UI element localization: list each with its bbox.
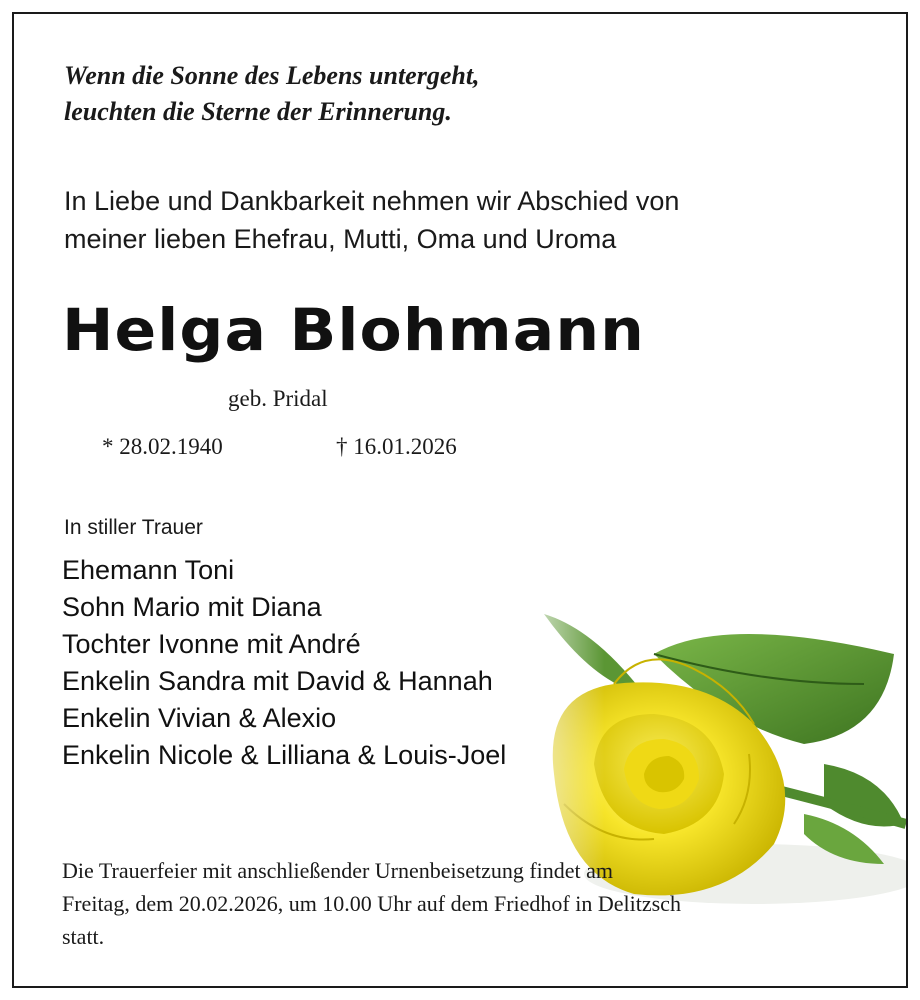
mourner-entry: Ehemann Toni <box>62 555 235 585</box>
farewell-line-2: meiner lieben Ehefrau, Mutti, Oma und Uroma <box>64 224 617 254</box>
quote-line-2: leuchten die Sterne der Erinnerung. <box>64 97 452 126</box>
service-line-2: Freitag, dem 20.02.2026, um 10.00 Uhr auf dem Friedhof in Delitzsch <box>62 891 681 916</box>
deceased-name: Helga Blohmann <box>62 296 645 364</box>
birth-date: * 28.02.1940 <box>102 434 223 459</box>
death-date: † 16.01.2026 <box>336 434 457 459</box>
service-line-3: statt. <box>62 924 105 949</box>
mourners-heading: In stiller Trauer <box>64 516 203 539</box>
mourners-list <box>62 552 506 774</box>
obituary-card <box>12 12 908 988</box>
quote-line-1: Wenn die Sonne des Lebens untergeht, <box>64 61 480 90</box>
mourner-entry: Enkelin Sandra mit David & Hannah <box>62 666 493 696</box>
birth-name: geb. Pridal <box>228 386 328 411</box>
mourner-entry: Tochter Ivonne mit André <box>62 629 361 659</box>
funeral-service-notice <box>62 854 862 953</box>
mourner-entry: Sohn Mario mit Diana <box>62 592 322 622</box>
farewell-line-1: In Liebe und Dankbarkeit nehmen wir Abschied von <box>64 186 680 216</box>
farewell-text <box>64 182 679 258</box>
memorial-quote <box>64 58 480 130</box>
service-line-1: Die Trauerfeier mit anschließender Urnenbeisetzung findet am <box>62 858 614 883</box>
mourner-entry: Enkelin Nicole & Lilliana & Louis-Joel <box>62 740 507 770</box>
mourner-entry: Enkelin Vivian & Alexio <box>62 703 337 733</box>
